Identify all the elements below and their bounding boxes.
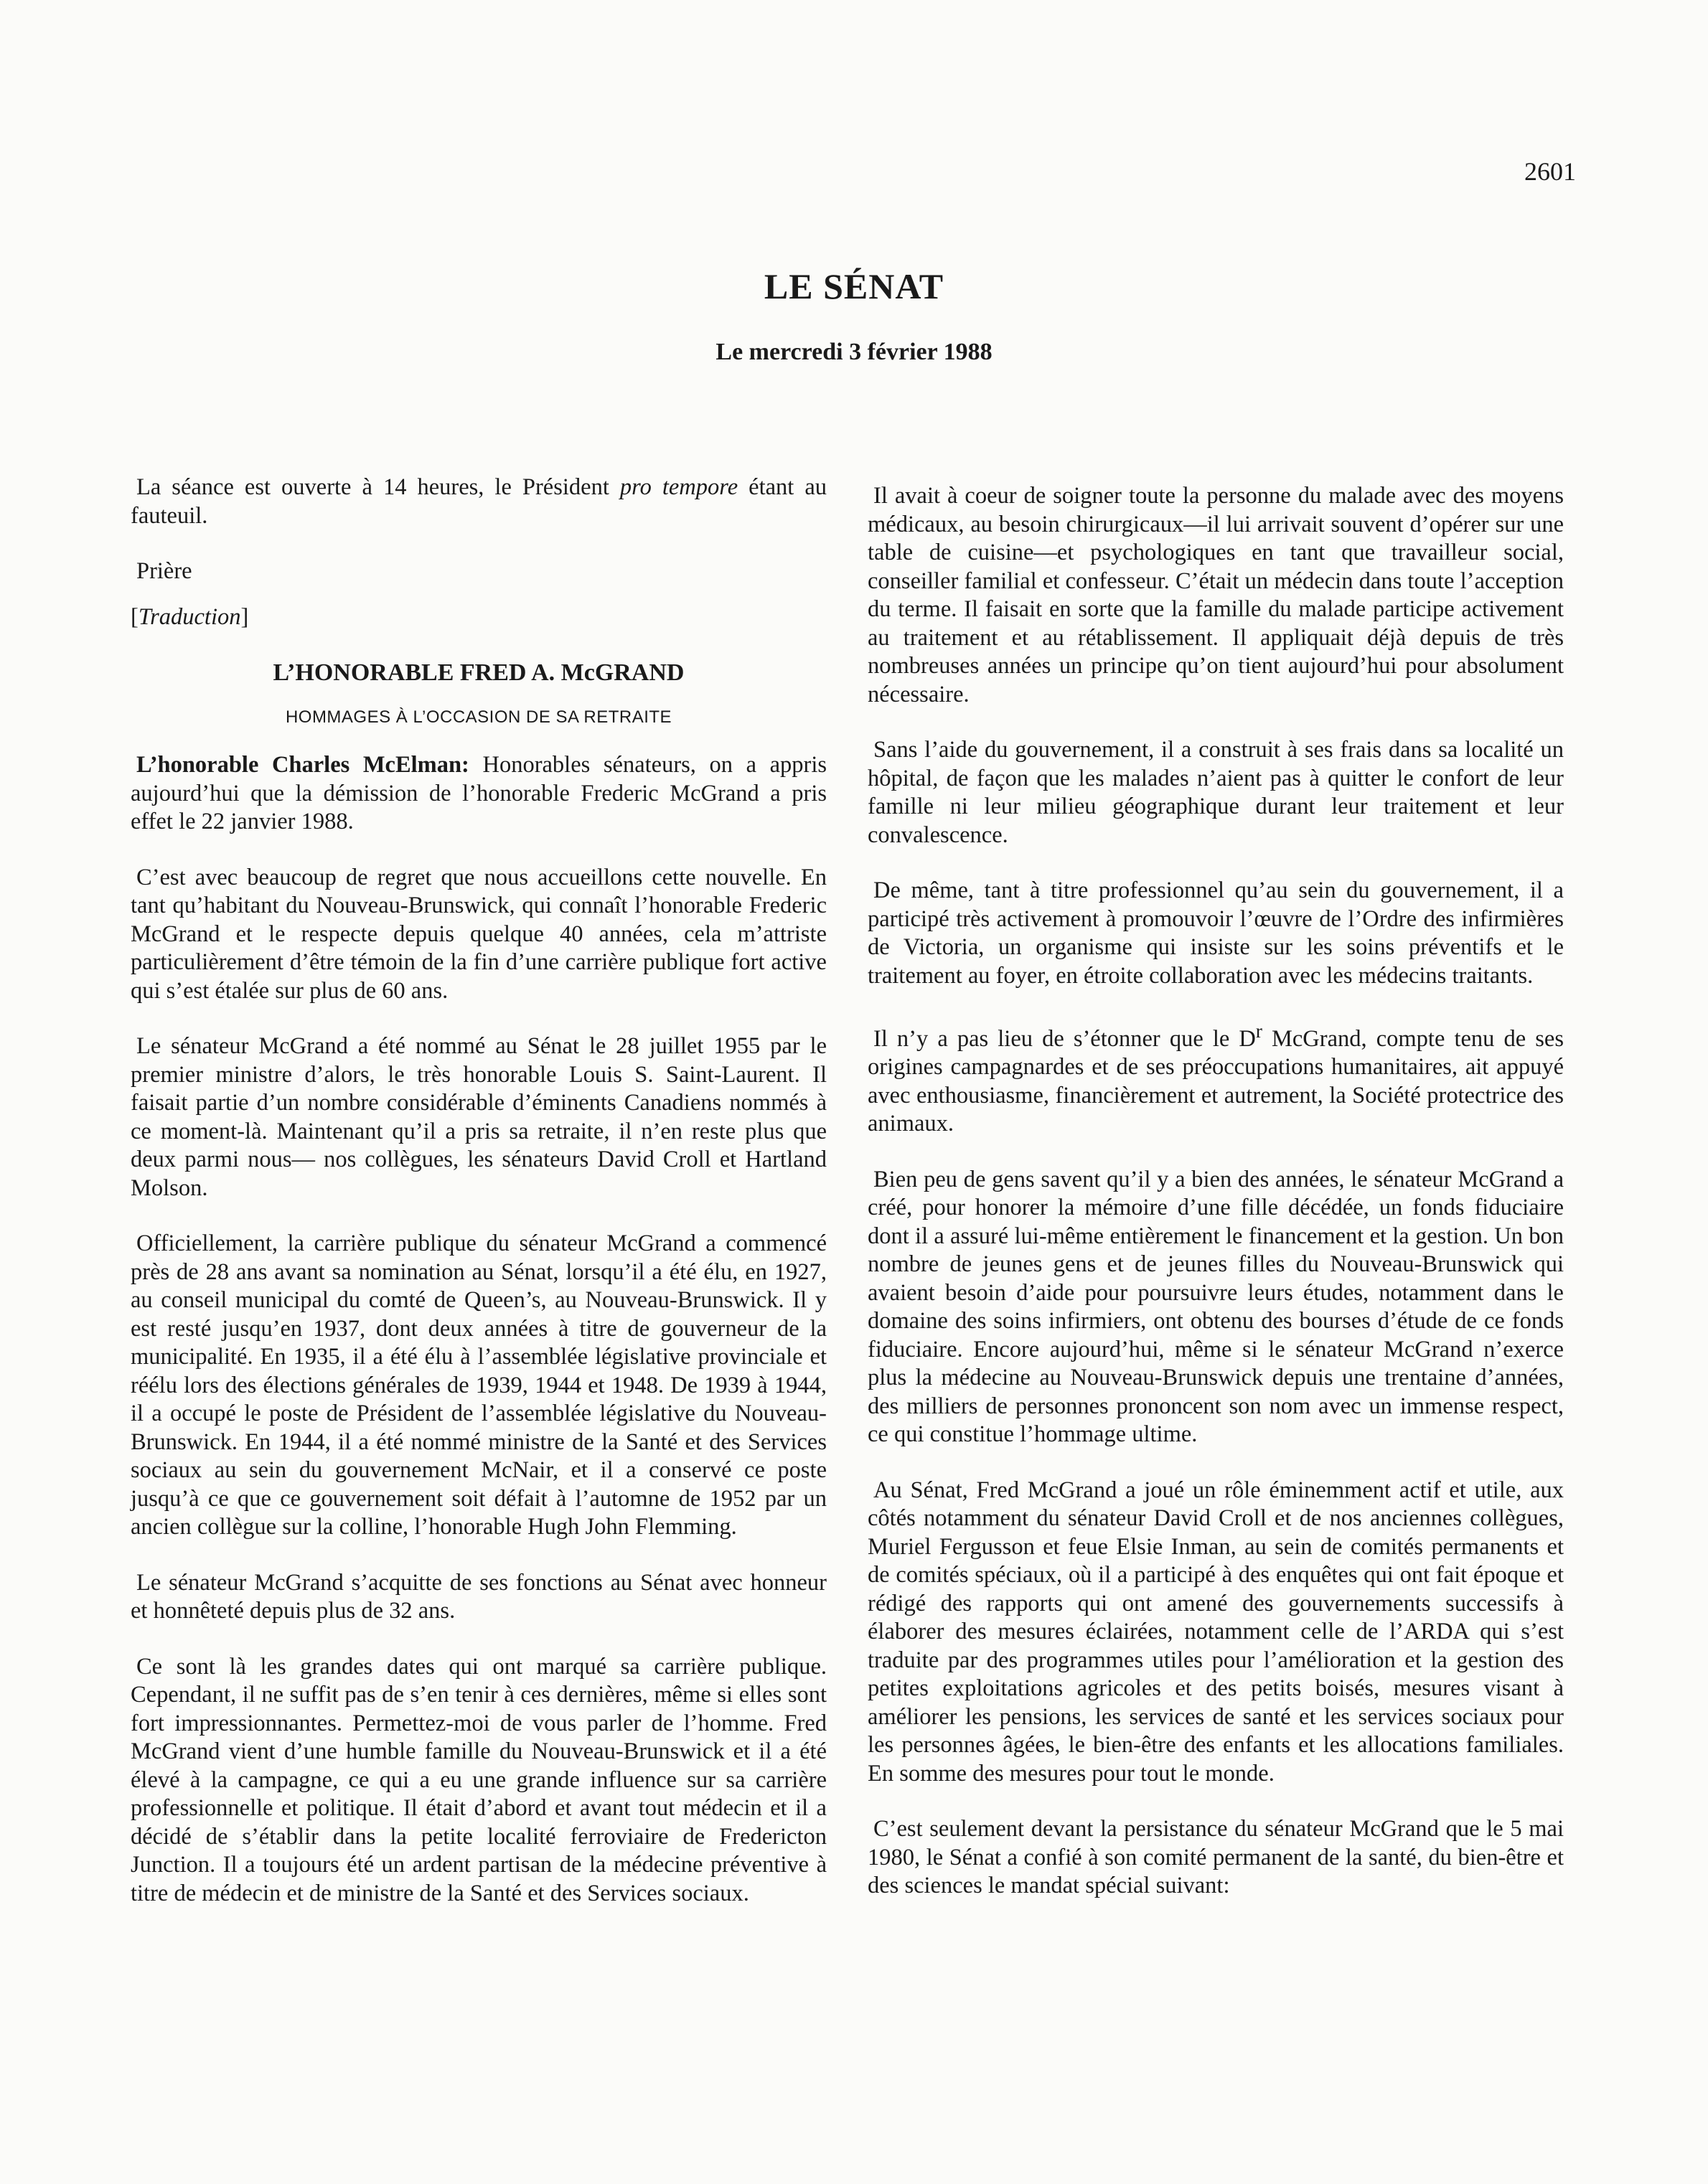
paragraph: [131, 751, 827, 837]
paragraph: Sans l’aide du gouvernement, il a construit à ses frais dans sa localité un hôpital, de façon que les malades n’aient pas à quitter le confort de leur famille ni leur milieu géographique durant leur traitement et leur convalescence.: [868, 737, 1564, 848]
paragraph: C’est avec beaucoup de regret que nous accueillons cette nouvelle. En tant qu’habitant du Nouveau-Brunswick, qui connaît l’honorable Frederic McGrand et le respecte depuis quelque 40 années, cela m’attriste particulièrement d’être témoin de la fin d’une carrière publique fort active qui s’est étalée sur plus de 60 ans.: [131, 864, 827, 1004]
opening-italic: pro tempore: [619, 474, 738, 500]
opening-text-a: La séance est ouverte à 14 heures, le Président: [136, 474, 620, 500]
paragraph: Il avait à coeur de soigner toute la personne du malade avec des moyens médicaux, au besoin chirurgicaux—il lui arrivait souvent d’opérer sur une table de cuisine—et psychologiques en tant que travailleur social, conseiller familial et confesseur. C’était un médecin dans toute l’acception du terme. Il faisait en sorte que la famille du malade participe activement au traitement et au rétablissement. Il appliquait déjà depuis de très nombreuses années un principe qu’on tient aujourd’hui pour absolument nécessaire.: [868, 483, 1564, 707]
translation-note: [131, 603, 827, 632]
section-heading: L’HONORABLE FRED A. McGRAND: [273, 659, 685, 686]
right-column: [868, 482, 1564, 1901]
paragraph: [868, 1017, 1564, 1139]
translation-open: [: [131, 603, 139, 630]
sitting-date: Le mercredi 3 février 1988: [715, 339, 993, 365]
paragraph: De même, tant à titre professionnel qu’au sein du gouvernement, il a participé très activement à promouvoir l’œuvre de l’Ordre des infirmières de Victoria, un organisme qui insiste sur les soins préventifs et le traitement au foyer, en étroite collaboration avec les médecins traitants.: [868, 877, 1564, 989]
prayer-line: Prière: [136, 558, 192, 584]
paragraph: Au Sénat, Fred McGrand a joué un rôle éminemment actif et utile, aux côtés notamment du sénateur David Croll et de nos anciennes collègues, Muriel Fergusson et feue Elsie Inman, au sein de comités permanents et de comités spéciaux, où il a participé à des enquêtes qui ont fait époque et rédigé des rapports qui ont amené des gouvernements successifs à élaborer des mesures éclairées, notamment celle de l’ARDA qui s’est traduite par des programmes utiles pour l’amélioration et la gestion des petites exploitations agricoles et des petits boisés, mesures visant à améliorer les pensions, les services de santé et les services sociaux pour les personnes âgées, le bien-être des enfants et les allocations familiales. En somme des mesures pour tout le monde.: [868, 1477, 1564, 1787]
paragraph-text-b: McGrand, compte tenu de ses origines campagnardes et de ses préoccupations humanitaires, ait appuyé avec enthousiasme, financièrement et autrement, la Société protectrice des animaux.: [868, 1025, 1564, 1137]
paragraph-text-a: Il n’y a pas lieu de s’étonner que le D: [873, 1025, 1256, 1052]
translation-word: Traduction: [138, 603, 241, 630]
paragraph: Le sénateur McGrand a été nommé au Sénat le 28 juillet 1955 par le premier ministre d’alors, le très honorable Louis S. Saint-Laurent. Il faisait partie d’un nombre considérable d’éminents Canadiens nommés à ce moment-là. Maintenant qu’il a pris sa retraite, il n’en reste plus que deux parmi nous— nos collègues, les sénateurs David Croll et Hartland Molson.: [131, 1033, 827, 1201]
left-column: [131, 474, 827, 1908]
speaker-name: L’honorable Charles McElman:: [136, 752, 469, 778]
section-subheading: HOMMAGES À L’OCCASION DE SA RETRAITE: [285, 707, 672, 727]
paragraph: Le sénateur McGrand s’acquitte de ses fonctions au Sénat avec honneur et honnêteté depuis plus de 32 ans.: [131, 1569, 827, 1624]
opening-paragraph: [131, 474, 827, 530]
page-title: LE SÉNAT: [764, 266, 944, 306]
paragraph: C’est seulement devant la persistance du sénateur McGrand que le 5 mai 1980, le Sénat a confié à son comité permanent de la santé, du bien-être et des sciences le mandat spécial suivant:: [868, 1816, 1564, 1899]
page-number: 2601: [1524, 157, 1576, 186]
speech-text: Honorables sénateurs, on a appris aujourd’hui que la démission de l’honorable Frederic McGrand a pris effet le 22 janvier 1988.: [131, 752, 827, 834]
paragraph: Officiellement, la carrière publique du sénateur McGrand a commencé près de 28 ans avant sa nomination au Sénat, lorsqu’il a été élu, en 1927, au conseil municipal du comté de Queen’s, au Nouveau-Brunswick. Il y est resté jusqu’en 1937, dont deux années à titre de gouverneur de la municipalité. En 1935, il a été élu à l’assemblée législative provinciale et réélu lors des élections générales de 1939, 1944 et 1948. De 1939 à 1944, il a occupé le poste de Président de l’assemblée législative du Nouveau-Brunswick. En 1944, il a été nommé ministre de la Santé et des Services sociaux au sein du gouvernement McNair, et il a conservé ce poste jusqu’à ce que ce gouvernement soit défait à l’automne de 1952 par un ancien collègue sur la colline, l’honorable Hugh John Flemming.: [131, 1230, 827, 1540]
superscript: r: [1255, 1020, 1262, 1042]
paragraph: Bien peu de gens savent qu’il y a bien des années, le sénateur McGrand a créé, pour honorer la mémoire d’une fille décédée, un fonds fiduciaire dont il a assuré lui-même entièrement le financement et la gestion. Un bon nombre de jeunes gens et de jeunes filles du Nouveau-Brunswick qui avaient besoin d’aide pour poursuivre leurs études, notamment dans le domaine des soins infirmiers, ont obtenu des bourses d’étude de ce fonds fiduciaire. Encore aujourd’hui, même si le sénateur McGrand n’exerce plus la médecine au Nouveau-Brunswick depuis une trentaine d’années, des milliers de personnes prononcent son nom avec un immense respect, ce qui constitue l’hommage ultime.: [868, 1166, 1564, 1448]
opening-text-b: étant au fauteuil.: [131, 474, 827, 529]
paragraph: Ce sont là les grandes dates qui ont marqué sa carrière publique. Cependant, il ne suffit pas de s’en tenir à ces dernières, même si elles sont fort impressionnantes. Permettez-moi de vous parler de l’homme. Fred McGrand vient d’une humble famille du Nouveau-Brunswick et il a été élevé à la campagne, ce qui a eu une grande influence sur sa carrière professionnelle et politique. Il était d’abord et avant tout médecin et il a décidé de s’établir dans la petite localité ferroviaire de Fredericton Junction. Il a toujours été un ardent partisan de la médecine préventive à titre de médecin et de ministre de la Santé et des Services sociaux.: [131, 1653, 827, 1906]
translation-close: ]: [240, 603, 249, 630]
